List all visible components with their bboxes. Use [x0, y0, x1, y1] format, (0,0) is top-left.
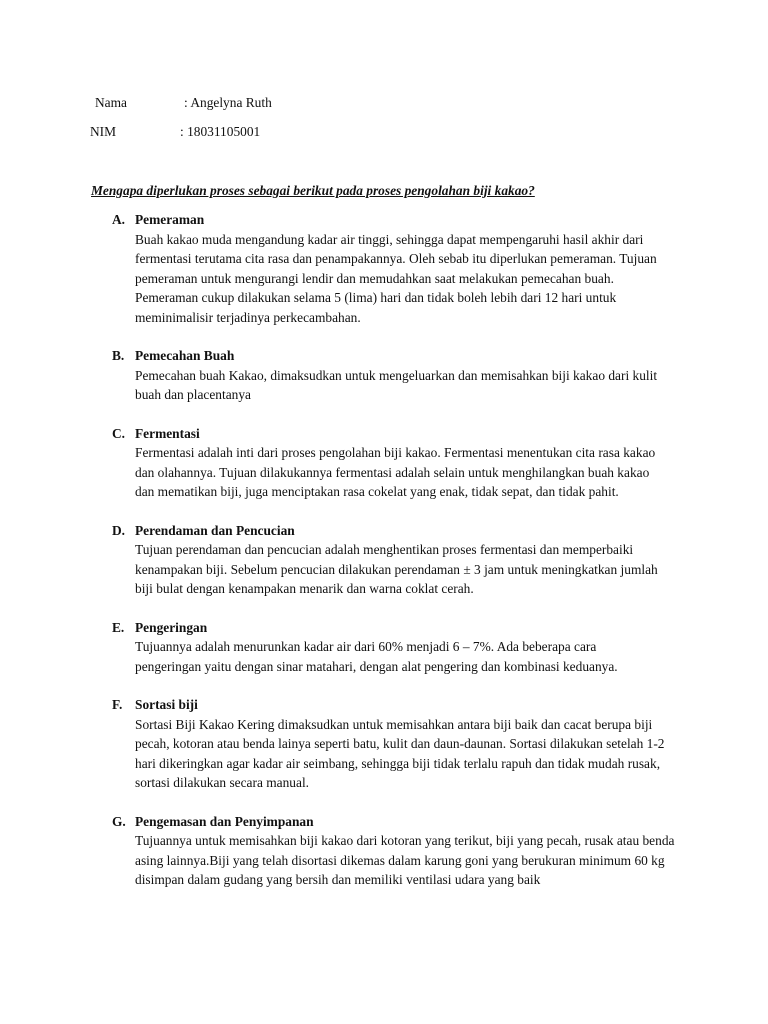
section-title: Sortasi biji [135, 697, 198, 712]
section-letter: A. [112, 212, 126, 227]
section-heading [112, 521, 682, 541]
process-list [112, 210, 682, 909]
section-title: Pengemasan dan Penyimpanan [135, 813, 314, 829]
section-letter: C. [112, 425, 126, 441]
section-sortasi-biji [112, 695, 682, 793]
section-body: Tujuannya adalah menurunkan kadar air dari 60% menjadi 6 – 7%. Ada beberapa cara pengeringan yaitu dengan sinar matahari, dengan alat pengering dan kombinasi keduanya. [135, 639, 618, 674]
section-title: Fermentasi [135, 425, 200, 441]
nama-label: Nama [95, 95, 127, 110]
nama-value: : Angelyna Ruth [184, 95, 272, 110]
section-pengemasan-penyimpanan [112, 812, 682, 890]
section-letter: B. [112, 348, 125, 363]
section-body: Fermentasi adalah inti dari proses pengolahan biji kakao. Fermentasi menentukan cita rasa kakao dan olahannya. Tujuan dilakukannya fermentasi adalah selain untuk menghilangkan buah kakao dan mematikan biji, juga menciptakan rasa cokelat yang enak, tidak sepat, dan tidak pahit. [135, 445, 656, 499]
section-fermentasi [112, 424, 682, 502]
section-title: Perendaman dan Pencucian [135, 522, 295, 538]
section-title: Pengeringan [135, 619, 208, 635]
section-body: Buah kakao muda mengandung kadar air tinggi, sehingga dapat mempengaruhi hasil akhir dari fermentasi terutama cita rasa dan penampakannya. Oleh sebab itu diperlukan pemeraman. Tujuan pemeraman untuk mengurangi lendir dan memudahkan saat melakukan pemecahan buah. Pemeraman cukup dilakukan selama 5 (lima) hari dan tidak boleh lebih dari 12 hari untuk meminimalisir terjadinya perkecambahan. [135, 231, 657, 325]
section-letter: F. [112, 697, 123, 712]
nim-label: NIM [90, 124, 117, 139]
section-body: Tujuan perendaman dan pencucian adalah menghentikan proses fermentasi dan memperbaiki kenampakan biji. Sebelum pencucian dilakukan perendaman ± 3 jam untuk meningkatkan jumlah biji bulat dengan kenampakan menarik dan warna coklat cerah. [135, 542, 658, 596]
section-perendaman-pencucian [112, 521, 682, 599]
section-letter: E. [112, 619, 125, 635]
section-pengeringan [112, 618, 682, 677]
section-body: Tujuannya untuk memisahkan biji kakao dari kotoran yang terikut, biji yang pecah, rusak atau benda asing lainnya.Biji yang telah disortasi dikemas dalam karung goni yang berukuran minimum 60 kg disimpan dalam gudang yang bersih dan memiliki ventilasi udara yang baik [135, 833, 675, 887]
section-heading [112, 424, 682, 444]
section-body: Sortasi Biji Kakao Kering dimaksudkan untuk memisahkan antara biji baik dan cacat berupa biji pecah, kotoran atau benda lainya seperti batu, kulit dan daun-daunan. Sortasi dilakukan setelah 1-2 hari dikeringkan agar kadar air seimbang, sehingga biji tidak terlalu rapuh dan tidak mudah rusak, sortasi dilakukan secara manual. [135, 716, 665, 790]
question-heading: Mengapa diperlukan proses sebagai berikut pada proses pengolahan biji kakao? [91, 183, 535, 198]
section-heading [112, 346, 682, 366]
section-letter: G. [112, 813, 126, 829]
section-title: Pemeraman [135, 212, 205, 227]
section-body: Pemecahan buah Kakao, dimaksudkan untuk mengeluarkan dan memisahkan biji kakao dari kulit buah dan placentanya [135, 367, 658, 402]
section-heading [112, 695, 682, 715]
section-letter: D. [112, 522, 126, 538]
section-heading [112, 812, 682, 832]
section-pemeraman [112, 210, 682, 327]
section-pemecahan-buah [112, 346, 682, 405]
section-heading [112, 210, 682, 230]
nim-value: : 18031105001 [180, 124, 261, 139]
section-title: Pemecahan Buah [135, 348, 235, 363]
section-heading [112, 618, 682, 638]
